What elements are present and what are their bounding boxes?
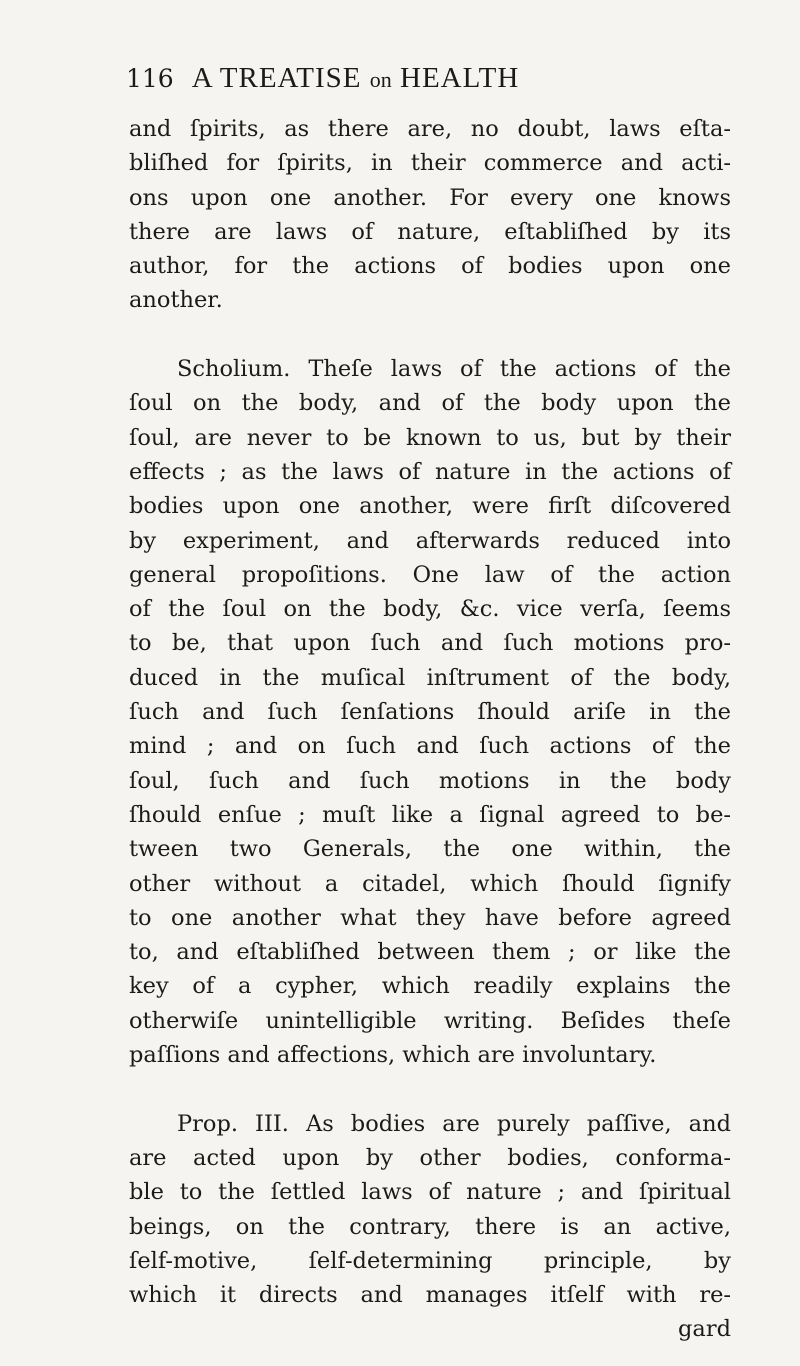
paragraph-gap bbox=[129, 1072, 731, 1106]
text-line: ſoul, ſuch and ſuch motions in the body bbox=[129, 767, 731, 794]
text-line: Scholium. Theſe laws of the actions of the bbox=[177, 356, 731, 383]
text-line: paſſions and affections, which are involuntary. bbox=[129, 1042, 657, 1069]
text-line: to one another what they have before agreed bbox=[129, 904, 731, 931]
text-line: author, for the actions of bodies upon one bbox=[129, 253, 731, 280]
text-line: ſhould enſue ; muſt like a ſignal agreed to be- bbox=[129, 801, 731, 828]
text-line: to be, that upon ſuch and ſuch motions pro- bbox=[129, 630, 731, 657]
text-line: ſoul, are never to be known to us, but by their bbox=[129, 424, 731, 451]
text-body bbox=[129, 112, 731, 1347]
text-line: effects ; as the laws of nature in the actions of bbox=[129, 458, 731, 485]
text-line: tween two Generals, the one within, the bbox=[129, 836, 731, 863]
catchword: gard bbox=[678, 1316, 731, 1343]
running-title-part1: A TREATISE bbox=[191, 62, 362, 94]
running-title-part2: HEALTH bbox=[400, 62, 520, 94]
paragraph-2 bbox=[129, 352, 731, 1072]
text-line: and ſpirits, as there are, no doubt, laws eſta- bbox=[129, 116, 731, 142]
text-line: duced in the muſical inſtrument of the body, bbox=[129, 664, 731, 691]
text-line: to, and eſtabliſhed between them ; or like the bbox=[129, 939, 731, 966]
text-line: by experiment, and afterwards reduced into bbox=[129, 527, 731, 554]
text-line: ſuch and ſuch ſenſations ſhould ariſe in the bbox=[129, 699, 731, 726]
text-line: key of a cypher, which readily explains the bbox=[129, 973, 731, 1000]
page-number: 116 bbox=[126, 64, 174, 93]
text-line: are acted upon by other bodies, conforma- bbox=[129, 1144, 731, 1171]
running-title-on: on bbox=[369, 67, 392, 92]
paragraph-3 bbox=[129, 1107, 731, 1313]
text-line: other without a citadel, which ſhould ſignify bbox=[129, 870, 731, 897]
text-line: beings, on the contrary, there is an active, bbox=[129, 1213, 731, 1240]
text-line: ſoul on the body, and of the body upon the bbox=[129, 390, 731, 417]
text-line: bodies upon one another, were firſt diſcovered bbox=[129, 493, 731, 520]
text-line: there are laws of nature, eſtabliſhed by its bbox=[129, 218, 731, 245]
text-line: ons upon one another. For every one knows bbox=[129, 184, 731, 211]
text-line: mind ; and on ſuch and ſuch actions of the bbox=[129, 733, 731, 760]
text-line: of the ſoul on the body, &c. vice verſa, ſeems bbox=[129, 596, 731, 623]
paragraph-1 bbox=[129, 112, 731, 318]
text-line: which it directs and manages itſelf with re- bbox=[129, 1282, 731, 1309]
text-line: general propoſitions. One law of the action bbox=[129, 561, 731, 588]
text-line: ſelf-motive, ſelf-determining principle, by bbox=[129, 1247, 731, 1274]
text-line: otherwiſe unintelligible writing. Beſides theſe bbox=[129, 1007, 731, 1034]
running-title bbox=[192, 62, 520, 95]
text-line: another. bbox=[129, 287, 223, 314]
text-line: ble to the ſettled laws of nature ; and ſpiritual bbox=[129, 1179, 731, 1206]
running-header bbox=[126, 62, 726, 102]
text-line: Prop. III. As bodies are purely paſſive, and bbox=[177, 1110, 731, 1137]
text-line: bliſhed for ſpirits, in their commerce and acti- bbox=[129, 150, 731, 177]
paragraph-gap bbox=[129, 318, 731, 352]
